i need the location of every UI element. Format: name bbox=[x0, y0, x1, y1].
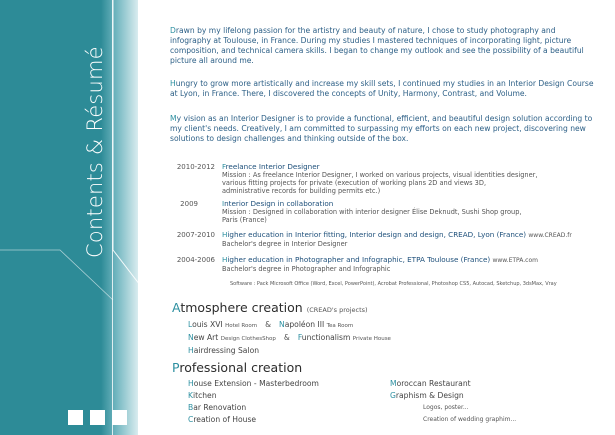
project-item: Hairdressing Salon bbox=[188, 346, 260, 355]
square-1 bbox=[68, 410, 83, 425]
project-item: Moroccan Restaurant bbox=[390, 379, 471, 388]
timeline-year: 2010-2012 bbox=[176, 163, 215, 171]
project-item: New Art Design ClothesShop & Functionalism Private House bbox=[188, 333, 391, 342]
project-item: Louis XVI Hotel Room & Napoléon III Tea Room bbox=[188, 320, 354, 329]
decorative-squares bbox=[68, 410, 127, 425]
square-2 bbox=[90, 410, 105, 425]
project-item: Creation of House bbox=[188, 415, 257, 424]
intro-paragraph-2: Hungry to grow more artistically and increase my skill sets, I continued my studies in an Interior Design Course at Lyon, in France. There, I discovered the concepts of Unity, Harmony, Contrast, and Volume. bbox=[170, 79, 594, 98]
project-note: Creation of wedding graphim... bbox=[423, 416, 517, 423]
timeline-year: 2007-2010 bbox=[176, 231, 215, 239]
intro-paragraph-1: Drawn by my lifelong passion for the artistry and beauty of nature, I chose to study photography and infography at Toulouse, in France. During my studies I mastered techniques of incorporating light, picture composition, and technical camera skills. I began to change my outlook and see the possibility of a beautiful picture all around me. bbox=[170, 26, 584, 65]
atmosphere-heading: Atmosphere creation (CREAD's projects) bbox=[172, 300, 368, 315]
decorative-line bbox=[0, 0, 160, 435]
project-note: Logos, poster... bbox=[423, 404, 469, 411]
timeline-year: 2004-2006 bbox=[176, 256, 215, 264]
project-item: Graphism & Design bbox=[390, 391, 464, 400]
intro-paragraph-3: My vision as an Interior Designer is to provide a functional, efficient, and beautiful design solution according to my client's needs. Creatively, I am committed to surpassing my efforts on each new project, discovering new solutions to design challenges and thinking outside of the box. bbox=[170, 114, 593, 143]
square-3 bbox=[112, 410, 127, 425]
timeline-year: 2009 bbox=[180, 200, 198, 208]
project-item: House Extension - Masterbedroom bbox=[188, 379, 319, 388]
project-item: Bar Renovation bbox=[188, 403, 247, 412]
professional-heading: Professional creation bbox=[172, 360, 303, 375]
software-list: Software : Pack Microsoft Office (Word, Excel, PowerPoint), Acrobat Professional, Photoshop CS5, Autocad, Sketchup, 3dsMax, Vray bbox=[230, 281, 557, 287]
sidebar-title: Contents & Résumé bbox=[83, 46, 107, 258]
project-item: Kitchen bbox=[188, 391, 217, 400]
